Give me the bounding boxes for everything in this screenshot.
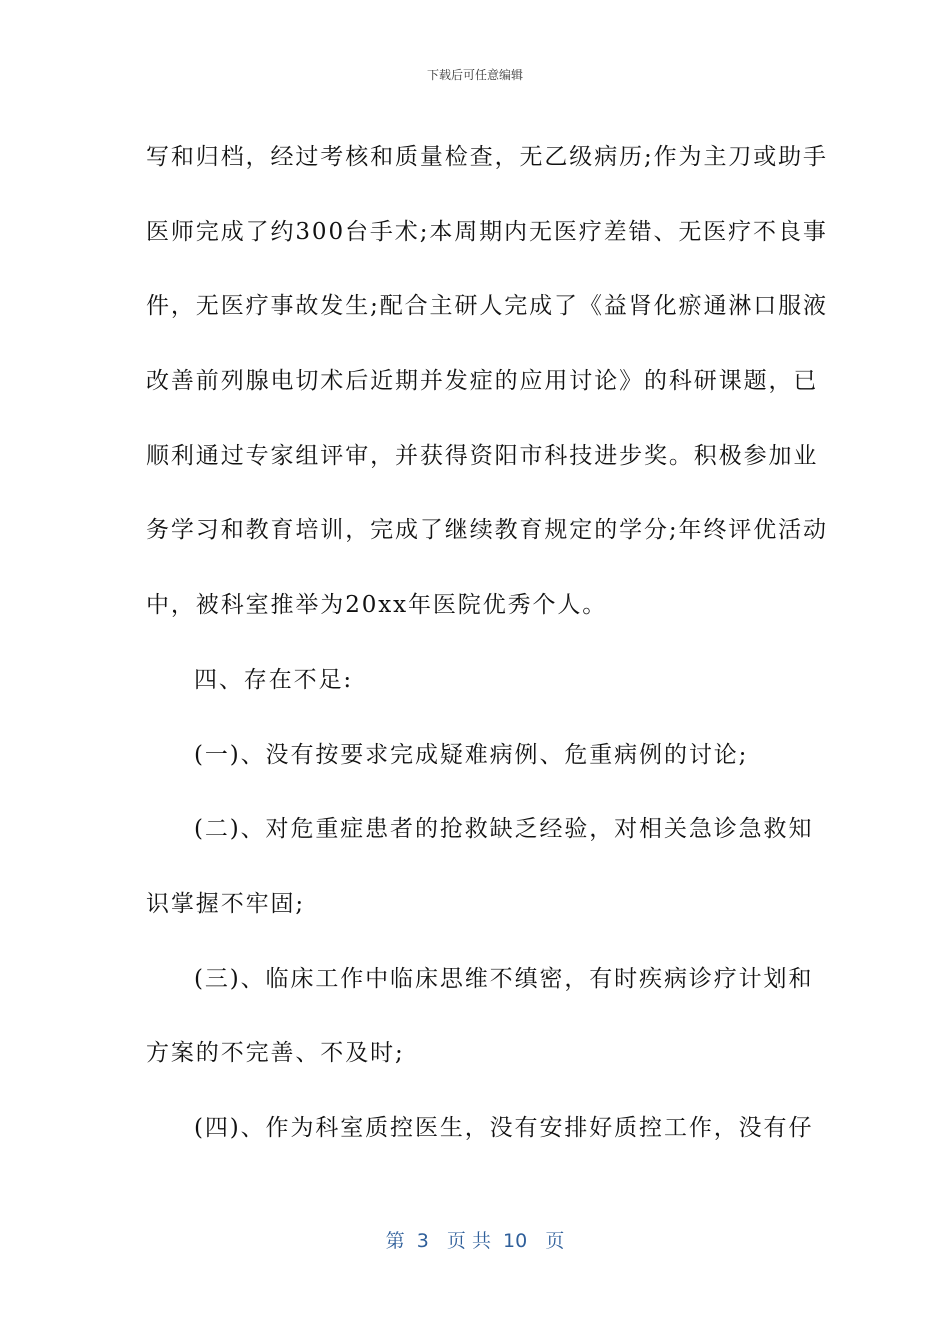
- section-heading: 四、存在不足:: [194, 666, 354, 693]
- page-number: 第 3 页 共 10 页: [385, 1230, 565, 1252]
- document-body: [146, 120, 828, 1166]
- text-line: 中，被科室推举为20xx年医院优秀个人。: [146, 592, 608, 619]
- list-item: (四)、作为科室质控医生，没有安排好质控工作，没有仔: [194, 1114, 814, 1141]
- text-line: 识掌握不牢固;: [146, 890, 306, 917]
- page-header-note: 下载后可任意编辑: [426, 68, 523, 82]
- list-item: (二)、对危重症患者的抢救缺乏经验，对相关急诊急救知: [194, 816, 814, 843]
- list-item: (三)、临床工作中临床思维不缜密，有时疾病诊疗计划和: [194, 965, 814, 992]
- text-line: 务学习和教育培训，完成了继续教育规定的学分;年终评优活动: [146, 517, 828, 544]
- text-line: 写和归档，经过考核和质量检查，无乙级病历;作为主刀或助手: [146, 144, 828, 170]
- text-line: 方案的不完善、不及时;: [146, 1040, 405, 1067]
- text-line: 件，无医疗事故发生;配合主研人完成了《益肾化瘀通淋口服液: [146, 293, 828, 320]
- list-item: (一)、没有按要求完成疑难病例、危重病例的讨论;: [194, 741, 749, 768]
- text-line: 医师完成了约300台手术;本周期内无医疗差错、无医疗不良事: [146, 218, 828, 245]
- text-line: 顺利通过专家组评审，并获得资阳市科技进步奖。积极参加业: [146, 442, 819, 469]
- text-line: 改善前列腺电切术后近期并发症的应用讨论》的科研课题，已: [146, 368, 819, 395]
